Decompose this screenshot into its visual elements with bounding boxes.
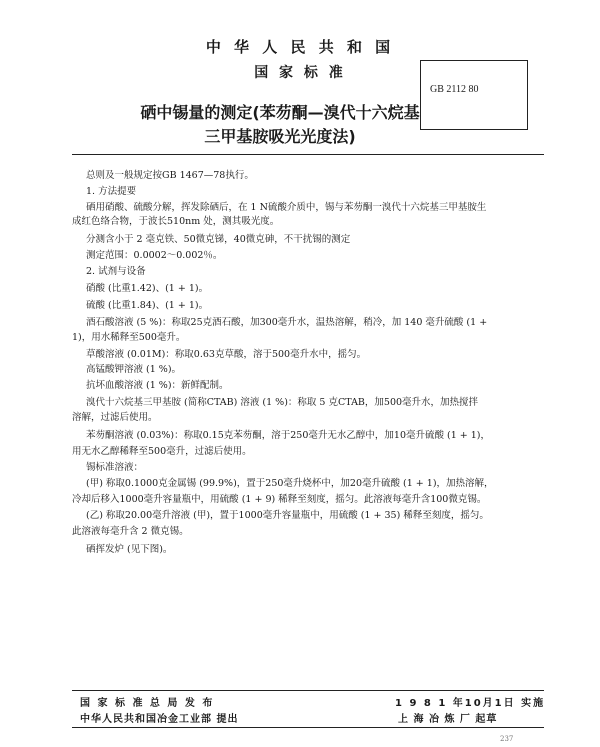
body-line: 硝酸 (比重1.42)、(1 + 1)。	[86, 283, 209, 294]
body-line: 1)，用水稀释至500毫升。	[72, 332, 186, 343]
body-line: 用无水乙醇稀释至500毫升，过滤后使用。	[72, 446, 252, 457]
body-line: 硒用硝酸、硫酸分解，挥发除硒后，在 1 N硫酸介质中，锡与苯芴酮一溴代十六烷基三甲基胺生	[86, 202, 487, 213]
body-line: 成红色络合物，于波长510nm 处，测其吸光度。	[72, 216, 280, 227]
body-line: 溶解，过滤后使用。	[72, 412, 158, 423]
body-line: (乙) 称取20.00毫升溶液 (甲)，置于1000毫升容量瓶中，用硫酸 (1 + 35) 稀释至刻度，摇匀。	[86, 510, 489, 521]
body-line: 硫酸 (比重1.84)、(1 + 1)。	[86, 300, 209, 311]
body-line: 高锰酸钾溶液 (1 %)。	[86, 364, 182, 375]
body-line: (甲) 称取0.1000克金属锡 (99.9%)，置于250毫升烧杯中，加20毫升硫酸 (1 + 1)，加热溶解，	[86, 478, 494, 489]
body-line: 冷却后移入1000毫升容量瓶中，用硫酸 (1 + 9) 稀释至刻度，摇匀。此溶液每毫升含100微克锡。	[72, 494, 487, 505]
standard-type-heading: 国 家 标 准	[254, 65, 346, 81]
footer-divider-bottom	[72, 727, 544, 728]
section-heading-2: 2. 试剂与设备	[86, 266, 146, 277]
footer-divider-top	[72, 690, 544, 691]
gb-code: GB 2112 80	[430, 84, 479, 95]
title-line-1: 硒中锡量的测定(苯芴酮—溴代十六烷基	[140, 103, 420, 122]
body-line: 抗坏血酸溶液 (1 %)：新鲜配制。	[86, 380, 229, 391]
title-line-2: 三甲基胺吸光光度法)	[204, 127, 356, 146]
drafter: 上 海 冶 炼 厂 起草	[398, 714, 498, 725]
body-line: 分测含小于 2 毫克铁、50微克锑，40微克砷，不干扰锡的测定	[86, 234, 351, 245]
body-line: 总则及一般规定按GB 1467—78执行。	[86, 170, 254, 181]
body-line: 测定范围：0.0002～0.002％。	[86, 250, 223, 261]
section-heading-1: 1. 方法提要	[86, 186, 137, 197]
page-number: 237	[500, 735, 514, 743]
proposer: 中华人民共和国冶金工业部 提出	[80, 714, 239, 725]
body-line: 苯芴酮溶液 (0.03%)：称取0.15克苯芴酮，溶于250毫升无水乙醇中，加10毫升硫酸 (1 + 1)，	[86, 430, 491, 441]
body-line: 硒挥发炉 (见下图)。	[86, 544, 173, 555]
header-divider	[72, 154, 544, 155]
implementation-date: 1 9 8 1 年10月1日 实施	[395, 698, 546, 709]
issuer: 国 家 标 准 总 局 发 布	[80, 698, 215, 709]
body-line: 此溶液每毫升含 2 微克锡。	[72, 526, 189, 537]
body-line: 溴代十六烷基三甲基胺 (简称CTAB) 溶液 (1 %)：称取 5 克CTAB，加500毫升水，加热搅拌	[86, 397, 479, 408]
body-line: 锡标准溶液：	[86, 462, 144, 473]
country-heading: 中 华 人 民 共 和 国	[205, 38, 395, 56]
body-line: 草酸溶液 (0.01M)：称取0.63克草酸，溶于500毫升水中，摇匀。	[86, 349, 367, 360]
body-line: 酒石酸溶液 (5 %)：称取25克酒石酸，加300毫升水，温热溶解，稍冷，加 140 毫升硫酸 (1 +	[86, 317, 488, 328]
